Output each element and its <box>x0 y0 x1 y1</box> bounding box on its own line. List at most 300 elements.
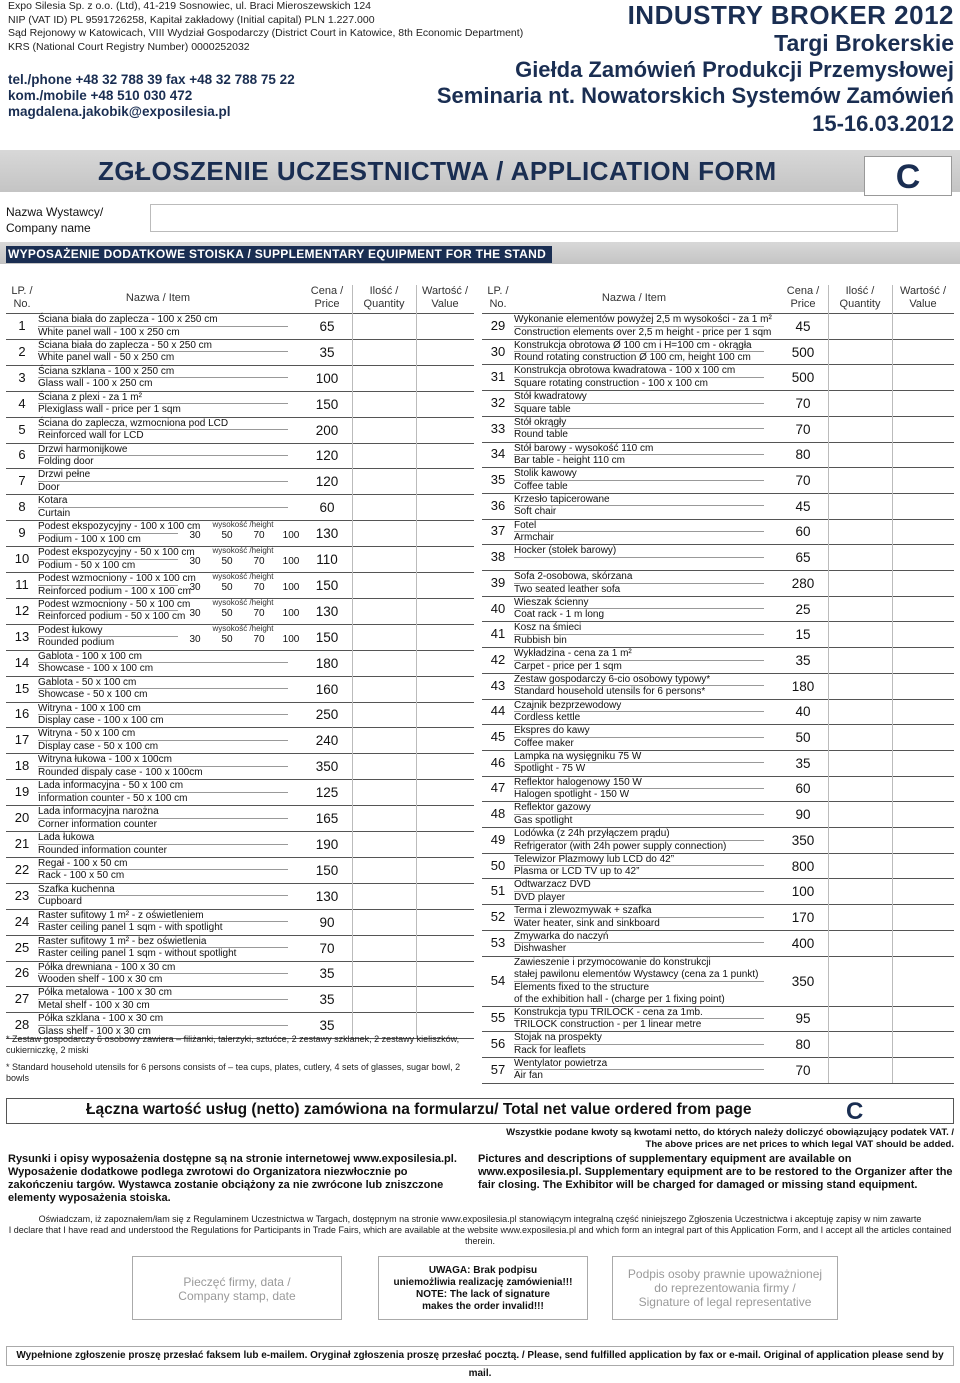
company-name-field[interactable] <box>150 204 898 232</box>
organizer-line: NIP (VAT ID) PL 9591726258, Kapitał zakładowy (Initial capital) PLN 1.227.000 <box>8 13 375 26</box>
table-row <box>482 442 954 468</box>
row-value-cell[interactable] <box>892 699 954 725</box>
item-name-en: Coffee table <box>514 480 568 492</box>
row-value-cell[interactable] <box>416 883 474 909</box>
row-quantity-cell[interactable] <box>352 883 416 909</box>
row-value-cell[interactable] <box>892 1031 954 1057</box>
signature-label: do reprezentowania firmy / <box>654 1281 796 1295</box>
col-header-price: Cena / Price <box>310 285 344 310</box>
row-quantity-cell[interactable] <box>828 519 892 545</box>
row-price: 110 <box>316 552 338 568</box>
row-item-name <box>38 521 200 546</box>
item-name-pl: Witryna łukowa - 100 x 100cm <box>38 754 172 766</box>
item-name-pl: Podest wzmocniony - 100 x 100 cm <box>38 573 196 584</box>
row-value-cell[interactable] <box>892 313 954 339</box>
height-option[interactable]: 30 <box>189 633 201 645</box>
row-value-cell[interactable] <box>416 365 474 391</box>
row-value-cell[interactable] <box>416 598 474 624</box>
item-name-en: Spotlight - 75 W <box>514 763 586 775</box>
item-name-en: Square table <box>514 403 571 415</box>
item-name-pl: Stół barowy - wysokość 110 cm <box>514 442 654 454</box>
table-row <box>6 857 474 883</box>
height-option[interactable]: 100 <box>282 633 300 645</box>
height-label: wysokość /height <box>212 572 274 581</box>
row-number: 7 <box>18 473 26 489</box>
row-inner-rule <box>38 818 288 819</box>
row-number: 27 <box>14 991 30 1007</box>
table-row <box>482 313 954 339</box>
row-number: 2 <box>18 343 26 359</box>
height-label: wysokość /height <box>212 546 274 556</box>
height-options[interactable] <box>178 572 308 594</box>
row-inner-rule <box>514 660 764 661</box>
row-item-name <box>38 884 115 909</box>
height-option[interactable]: 50 <box>221 556 233 568</box>
row-number: 48 <box>490 806 506 822</box>
row-value-cell[interactable] <box>416 624 474 650</box>
height-option[interactable]: 70 <box>253 633 265 645</box>
row-quantity-cell[interactable] <box>352 702 416 728</box>
row-item-name <box>514 622 581 647</box>
row-quantity-cell[interactable] <box>352 546 416 572</box>
table-row <box>6 313 474 339</box>
row-quantity-cell[interactable] <box>352 727 416 753</box>
table-row <box>482 1031 954 1057</box>
row-value-cell[interactable] <box>416 986 474 1012</box>
row-price: 120 <box>315 474 339 490</box>
row-value-cell[interactable] <box>416 313 474 339</box>
row-value-cell[interactable] <box>416 443 474 469</box>
row-quantity-cell[interactable] <box>352 572 416 598</box>
row-quantity-cell[interactable] <box>828 364 892 390</box>
row-quantity-cell[interactable] <box>352 365 416 391</box>
item-name-en: Rounded information counter <box>38 844 167 856</box>
row-value-cell[interactable] <box>416 650 474 676</box>
row-number: 41 <box>490 626 506 642</box>
height-options[interactable] <box>178 598 308 620</box>
row-value-cell[interactable] <box>892 904 954 930</box>
row-item-name <box>38 599 190 624</box>
row-value-cell[interactable] <box>416 339 474 365</box>
row-quantity-cell[interactable] <box>828 673 892 699</box>
company-stamp-field[interactable] <box>132 1256 342 1320</box>
row-quantity-cell[interactable] <box>828 878 892 904</box>
row-value-cell[interactable] <box>892 519 954 545</box>
row-quantity-cell[interactable] <box>352 805 416 831</box>
row-quantity-cell[interactable] <box>352 339 416 365</box>
row-quantity-cell[interactable] <box>352 417 416 443</box>
row-number: 31 <box>490 369 506 385</box>
item-name-pl: Półka szklana - 100 x 30 cm <box>38 1013 164 1025</box>
height-option[interactable]: 50 <box>221 582 233 593</box>
row-quantity-cell[interactable] <box>352 520 416 546</box>
item-name-pl: Odtwarzacz DVD <box>514 879 591 891</box>
row-value-cell[interactable] <box>892 621 954 647</box>
row-inner-rule <box>38 636 178 637</box>
row-inner-rule <box>514 403 764 404</box>
row-value-cell[interactable] <box>892 493 954 519</box>
row-value-cell[interactable] <box>892 776 954 802</box>
row-item-name <box>38 366 174 391</box>
row-quantity-cell[interactable] <box>352 961 416 987</box>
height-option[interactable]: 70 <box>253 556 265 568</box>
row-value-cell[interactable] <box>892 956 954 1006</box>
row-item-name <box>38 547 195 572</box>
row-value-cell[interactable] <box>416 909 474 935</box>
height-options[interactable] <box>178 546 308 568</box>
col-header-value: Wartość / Value <box>899 285 947 310</box>
row-quantity-cell[interactable] <box>828 313 892 339</box>
row-quantity-cell[interactable] <box>352 909 416 935</box>
contact-email[interactable]: magdalena.jakobik@exposilesia.pl <box>8 104 231 119</box>
row-price: 130 <box>315 526 339 542</box>
height-option[interactable]: 50 <box>221 530 233 542</box>
row-value-cell[interactable] <box>892 801 954 827</box>
item-name-pl: Konstrukcja typu TRILOCK - cena za 1mb. <box>514 1006 703 1018</box>
row-quantity-cell[interactable] <box>828 544 892 570</box>
height-option[interactable]: 30 <box>189 607 201 619</box>
height-option[interactable]: 100 <box>282 556 300 568</box>
row-number: 47 <box>490 780 506 796</box>
height-option[interactable]: 70 <box>253 530 265 542</box>
item-name-en: Armchair <box>514 532 555 544</box>
row-quantity-cell[interactable] <box>352 986 416 1012</box>
row-inner-rule <box>38 326 288 327</box>
row-number: 9 <box>18 525 26 541</box>
row-price: 80 <box>795 447 811 463</box>
row-quantity-cell[interactable] <box>352 468 416 494</box>
row-inner-rule <box>38 921 288 922</box>
row-inner-rule <box>514 840 764 841</box>
row-number: 53 <box>490 934 506 950</box>
height-option[interactable]: 30 <box>189 556 201 568</box>
row-quantity-cell[interactable] <box>352 676 416 702</box>
row-item-name <box>514 391 587 416</box>
row-quantity-cell[interactable] <box>352 391 416 417</box>
row-value-cell[interactable] <box>416 935 474 961</box>
row-value-cell[interactable] <box>892 1006 954 1032</box>
row-quantity-cell[interactable] <box>828 930 892 956</box>
row-value-cell[interactable] <box>892 878 954 904</box>
row-number: 46 <box>490 754 506 770</box>
item-name-en: Folding door <box>38 456 94 467</box>
row-inner-rule <box>514 737 764 738</box>
table-row <box>6 417 474 443</box>
row-price: 150 <box>315 629 339 645</box>
row-price: 150 <box>315 577 339 593</box>
row-number: 32 <box>490 394 506 410</box>
item-name-en: Gas spotlight <box>514 814 573 826</box>
total-value-label: Łączna wartość usług (netto) zamówiona na formularzu/ Total net value ordered from page <box>86 1101 752 1118</box>
row-value-cell[interactable] <box>416 831 474 857</box>
row-value-cell[interactable] <box>416 494 474 520</box>
row-quantity-cell[interactable] <box>828 442 892 468</box>
row-price: 165 <box>315 811 339 827</box>
organizer-line: KRS (National Court Registry Number) 0000252032 <box>8 40 250 53</box>
row-number: 37 <box>490 523 506 539</box>
row-value-cell[interactable] <box>416 417 474 443</box>
row-quantity-cell[interactable] <box>828 1006 892 1032</box>
item-name-en: Wooden shelf - 100 x 30 cm <box>38 974 163 985</box>
row-value-cell[interactable] <box>892 673 954 699</box>
row-item-name <box>514 468 577 493</box>
row-value-cell[interactable] <box>892 390 954 416</box>
table-row <box>482 493 954 519</box>
row-value-cell[interactable] <box>416 520 474 546</box>
row-inner-rule <box>514 865 764 866</box>
stamp-label-en: Company stamp, date <box>178 1289 296 1303</box>
row-number: 8 <box>18 499 26 515</box>
table-row <box>6 391 474 417</box>
item-name-en: Plasma or LCD TV up to 42” <box>514 866 640 878</box>
row-inner-rule <box>514 428 764 429</box>
table-row <box>482 621 954 647</box>
table-row <box>6 443 474 469</box>
item-name-pl: Ściana biała do zaplecza - 100 x 250 cm <box>38 314 218 325</box>
row-price: 70 <box>795 421 811 437</box>
organizer-line: Expo Silesia Sp. z o.o. (Ltd), 41-219 Sosnowiec, ul. Braci Mieroszewskich 124 <box>8 0 372 12</box>
row-quantity-cell[interactable] <box>828 776 892 802</box>
item-name-en: White panel wall - 100 x 250 cm <box>38 326 180 338</box>
table-row <box>482 776 954 802</box>
row-item-name <box>38 495 70 520</box>
row-value-cell[interactable] <box>416 702 474 728</box>
row-value-cell[interactable] <box>416 857 474 883</box>
table-row <box>482 904 954 930</box>
row-quantity-cell[interactable] <box>352 753 416 779</box>
row-value-cell[interactable] <box>416 546 474 572</box>
row-value-cell[interactable] <box>892 853 954 879</box>
row-inner-rule <box>514 634 764 635</box>
height-options[interactable] <box>178 520 308 542</box>
height-option[interactable]: 100 <box>282 530 300 542</box>
item-name-pl: Ściana szklana - 100 x 250 cm <box>38 365 175 377</box>
row-value-cell[interactable] <box>892 596 954 622</box>
row-quantity-cell[interactable] <box>828 570 892 596</box>
row-price: 500 <box>791 370 815 386</box>
row-quantity-cell[interactable] <box>352 831 416 857</box>
row-value-cell[interactable] <box>416 961 474 987</box>
row-number: 1 <box>18 317 26 333</box>
height-option[interactable]: 30 <box>189 530 201 542</box>
row-number: 42 <box>490 651 506 667</box>
row-quantity-cell[interactable] <box>828 853 892 879</box>
item-name-pl: Stojak na prospekty <box>514 1032 602 1044</box>
table-row <box>482 750 954 776</box>
item-name-pl: Raster sufitowy 1 m² - bez oświetlenia <box>38 935 207 947</box>
row-quantity-cell[interactable] <box>828 956 892 1006</box>
row-value-cell[interactable] <box>416 468 474 494</box>
row-quantity-cell[interactable] <box>352 494 416 520</box>
row-value-cell[interactable] <box>892 467 954 493</box>
row-value-cell[interactable] <box>892 570 954 596</box>
row-item-name <box>514 314 772 339</box>
row-value-cell[interactable] <box>416 727 474 753</box>
row-item-name <box>38 651 153 676</box>
row-value-cell[interactable] <box>892 544 954 570</box>
event-subtitle: Giełda Zamówień Produkcji Przemysłowej <box>515 57 954 82</box>
event-title: INDUSTRY BROKER 2012 <box>627 0 954 30</box>
row-number: 57 <box>490 1061 506 1077</box>
item-name-pl: Fotel <box>514 519 537 531</box>
item-name-pl: Podest łukowy <box>38 624 103 636</box>
row-value-cell[interactable] <box>416 572 474 598</box>
row-value-cell[interactable] <box>416 779 474 805</box>
item-name-en: Raster ceiling panel 1 sqm - with spotlight <box>38 922 223 934</box>
item-name-pl: Ściana z plexi - za 1 m² <box>38 391 142 403</box>
row-price: 90 <box>795 807 811 823</box>
row-quantity-cell[interactable] <box>352 443 416 469</box>
row-quantity-cell[interactable] <box>828 1031 892 1057</box>
total-form-letter: C <box>846 1098 864 1125</box>
col-header-item: Nazwa / Item <box>125 292 191 304</box>
row-item-name <box>38 806 159 831</box>
row-inner-rule <box>514 557 764 558</box>
row-value-cell[interactable] <box>892 1057 954 1083</box>
row-quantity-cell[interactable] <box>352 935 416 961</box>
row-price: 125 <box>315 785 339 801</box>
row-price: 35 <box>319 992 335 1008</box>
row-item-name <box>38 340 212 365</box>
row-price: 800 <box>791 858 815 874</box>
table-row <box>482 673 954 699</box>
row-item-name <box>38 392 181 417</box>
row-number: 11 <box>15 576 29 592</box>
row-inner-rule <box>38 585 178 586</box>
row-quantity-cell[interactable] <box>352 857 416 883</box>
row-number: 30 <box>490 343 506 359</box>
row-inner-rule <box>38 481 288 482</box>
table-row <box>482 647 954 673</box>
height-values <box>178 529 308 542</box>
row-inner-rule <box>514 762 764 763</box>
row-quantity-cell[interactable] <box>828 1057 892 1083</box>
row-value-cell[interactable] <box>416 391 474 417</box>
row-value-cell[interactable] <box>892 827 954 853</box>
item-name-en: Plexiglass wall - price per 1 sqm <box>38 404 181 416</box>
height-option[interactable]: 100 <box>282 582 300 593</box>
row-quantity-cell[interactable] <box>828 647 892 673</box>
row-quantity-cell[interactable] <box>352 779 416 805</box>
row-value-cell[interactable] <box>892 364 954 390</box>
row-price: 150 <box>315 396 339 412</box>
item-name-en: Information counter - 50 x 100 cm <box>38 792 188 804</box>
row-quantity-cell[interactable] <box>352 598 416 624</box>
row-quantity-cell[interactable] <box>352 313 416 339</box>
table-row <box>482 853 954 879</box>
height-values <box>178 633 308 646</box>
height-options[interactable] <box>178 624 308 646</box>
row-item-name <box>514 571 632 596</box>
row-quantity-cell[interactable] <box>828 416 892 442</box>
row-quantity-cell[interactable] <box>828 827 892 853</box>
height-option[interactable]: 70 <box>253 582 265 593</box>
item-name-pl: Konstrukcja obrotowa kwadratowa - 100 x 100 cm <box>514 365 736 377</box>
row-number: 29 <box>490 317 506 333</box>
row-value-cell[interactable] <box>892 930 954 956</box>
row-item-name <box>38 987 172 1012</box>
height-option[interactable]: 30 <box>189 582 201 593</box>
row-quantity-cell[interactable] <box>828 339 892 365</box>
height-option[interactable]: 50 <box>221 633 233 645</box>
event-subtitle: Targi Brokerskie <box>774 30 954 56</box>
row-value-cell[interactable] <box>892 724 954 750</box>
row-value-cell[interactable] <box>416 753 474 779</box>
item-name-en: Metal shelf - 100 x 30 cm <box>38 999 150 1011</box>
row-item-name <box>514 1058 607 1083</box>
col-header-no: LP. / No. <box>11 285 33 310</box>
row-number: 24 <box>14 913 30 929</box>
height-option[interactable]: 70 <box>253 607 265 619</box>
row-inner-rule <box>38 533 178 534</box>
table-row <box>6 935 474 961</box>
height-option[interactable]: 50 <box>221 607 233 619</box>
row-value-cell[interactable] <box>892 750 954 776</box>
table-row <box>6 727 474 753</box>
row-price: 35 <box>319 966 335 982</box>
item-name-pl: Podest wzmocniony - 50 x 100 cm <box>38 598 191 610</box>
row-price: 40 <box>795 704 811 720</box>
row-quantity-cell[interactable] <box>828 750 892 776</box>
row-inner-rule <box>38 688 288 689</box>
row-quantity-cell[interactable] <box>828 596 892 622</box>
item-name-en: Halogen spotlight - 150 W <box>514 789 630 801</box>
row-quantity-cell[interactable] <box>828 621 892 647</box>
row-inner-rule <box>38 455 288 456</box>
row-number: 56 <box>490 1036 506 1052</box>
form-title-bar <box>0 150 960 192</box>
row-value-cell[interactable] <box>416 805 474 831</box>
item-name-en: Corner information counter <box>38 818 157 830</box>
row-value-cell[interactable] <box>892 442 954 468</box>
row-quantity-cell[interactable] <box>352 650 416 676</box>
item-name-pl: Wykonanie elementów powyżej 2,5 m wysokości - za 1 m² <box>514 314 772 325</box>
row-quantity-cell[interactable] <box>828 904 892 930</box>
row-quantity-cell[interactable] <box>828 467 892 493</box>
row-inner-rule <box>38 947 288 948</box>
signature-field[interactable] <box>612 1256 838 1320</box>
row-item-name <box>514 520 554 545</box>
row-price: 180 <box>315 655 339 671</box>
row-quantity-cell[interactable] <box>828 699 892 725</box>
row-value-cell[interactable] <box>892 647 954 673</box>
row-inner-rule <box>514 351 764 352</box>
row-value-cell[interactable] <box>892 416 954 442</box>
form-letter-badge: C <box>864 156 952 196</box>
row-value-cell[interactable] <box>892 339 954 365</box>
row-price: 60 <box>319 500 335 516</box>
item-name-en: Rounded podium <box>38 637 115 649</box>
row-inner-rule <box>514 531 764 532</box>
row-value-cell[interactable] <box>416 676 474 702</box>
company-label-pl: Nazwa Wystawcy/ <box>6 205 104 219</box>
row-number: 16 <box>14 706 30 722</box>
col-header-quantity: Ilość / Quantity <box>839 285 881 310</box>
row-quantity-cell[interactable] <box>828 493 892 519</box>
row-quantity-cell[interactable] <box>828 724 892 750</box>
row-price: 45 <box>795 318 811 334</box>
item-name-pl: Kotara <box>38 495 68 507</box>
row-quantity-cell[interactable] <box>828 390 892 416</box>
row-quantity-cell[interactable] <box>352 624 416 650</box>
contact-phone: tel./phone +48 32 788 39 fax +48 32 788 75 22 <box>8 72 295 87</box>
table-row <box>482 801 954 827</box>
table-row <box>482 416 954 442</box>
row-quantity-cell[interactable] <box>828 801 892 827</box>
organizer-line: Sąd Rejonowy w Katowicach, VIII Wydział Gospodarczy (District Court in Katowice, 8th Economic Department) <box>8 27 524 39</box>
height-option[interactable]: 100 <box>282 607 300 619</box>
row-item-name <box>38 314 218 339</box>
